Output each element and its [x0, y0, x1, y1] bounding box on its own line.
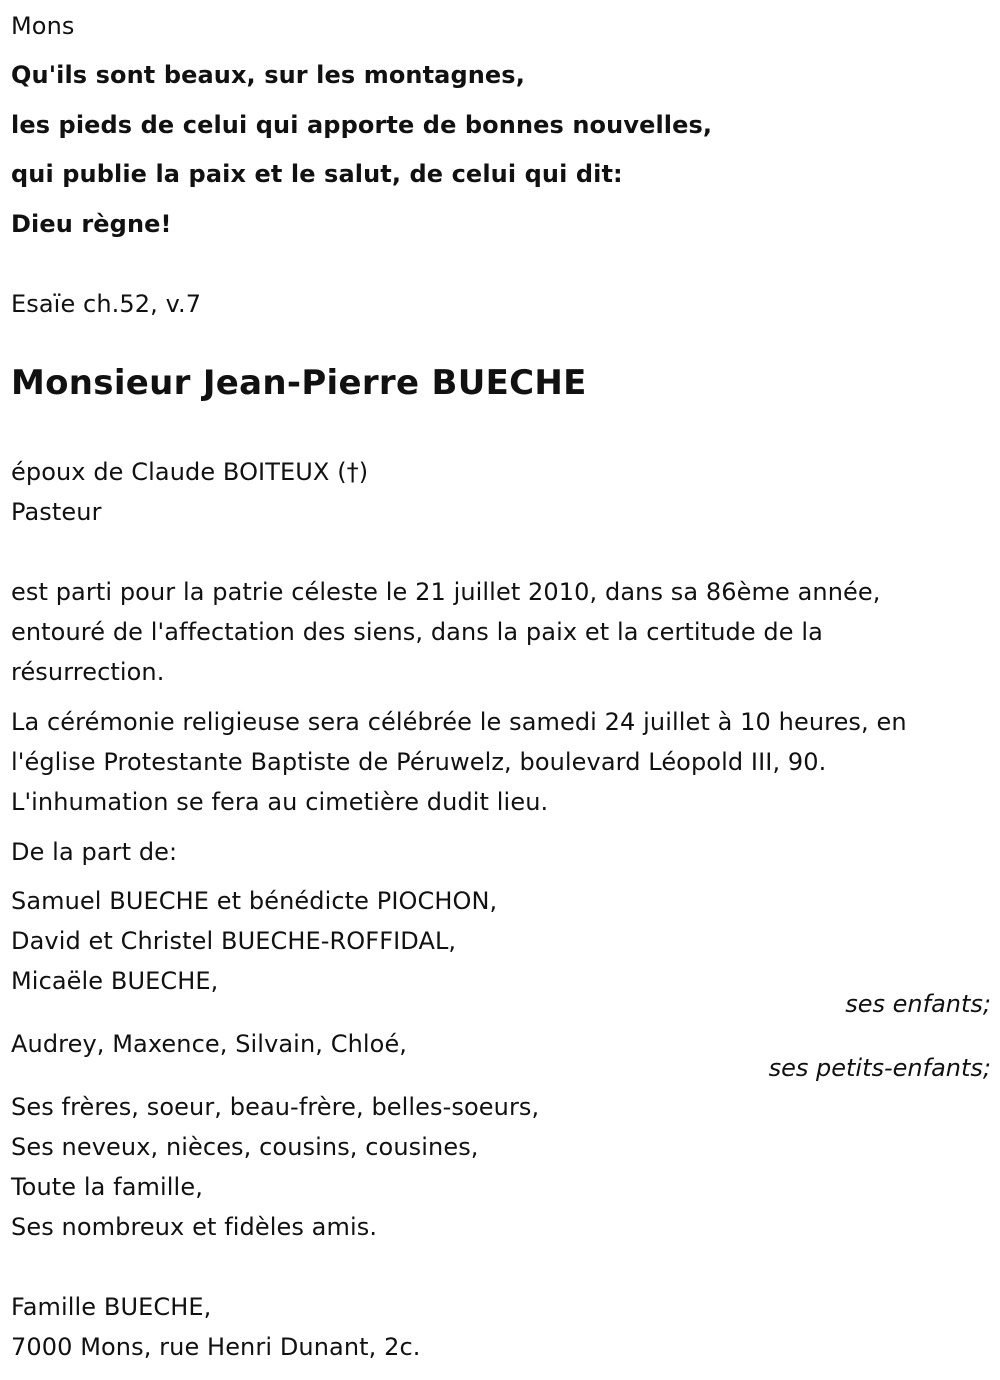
- location: Mons: [11, 12, 75, 40]
- announcement-line-1: est parti pour la patrie céleste le 21 juillet 2010, dans sa 86ème année,: [11, 578, 881, 606]
- announcement-line-3: résurrection.: [11, 658, 165, 686]
- spouse-line: époux de Claude BOITEUX (†): [11, 458, 369, 486]
- verse-line-2: les pieds de celui qui apporte de bonnes nouvelles,: [11, 111, 713, 139]
- verse-line-1: Qu'ils sont beaux, sur les montagnes,: [11, 61, 525, 89]
- ceremony-line-2: l'église Protestante Baptiste de Péruwelz, boulevard Léopold III, 90.: [11, 748, 827, 776]
- verse-reference: Esaïe ch.52, v.7: [11, 290, 202, 318]
- announcement-line-2: entouré de l'affectation des siens, dans la paix et la certitude de la: [11, 618, 823, 646]
- from-label: De la part de:: [11, 838, 178, 866]
- ceremony-line-1: La cérémonie religieuse sera célébrée le samedi 24 juillet à 10 heures, en: [11, 708, 907, 736]
- occupation: Pasteur: [11, 498, 102, 526]
- relatives-line-1: Ses frères, soeur, beau-frère, belles-soeurs,: [11, 1093, 540, 1121]
- grandchildren: Audrey, Maxence, Silvain, Chloé,: [11, 1030, 408, 1058]
- child-1: Samuel BUECHE et bénédicte PIOCHON,: [11, 887, 498, 915]
- ceremony-line-3: L'inhumation se fera au cimetière dudit lieu.: [11, 788, 549, 816]
- child-3: Micaële BUECHE,: [11, 967, 219, 995]
- verse-line-3: qui publie la paix et le salut, de celui qui dit:: [11, 160, 623, 188]
- child-2: David et Christel BUECHE-ROFFIDAL,: [11, 927, 457, 955]
- family-contact-line-1: Famille BUECHE,: [11, 1293, 212, 1321]
- verse-line-4: Dieu règne!: [11, 210, 172, 238]
- grandchildren-label: ses petits-enfants;: [768, 1054, 991, 1082]
- relatives-line-2: Ses neveux, nièces, cousins, cousines,: [11, 1133, 479, 1161]
- family-contact-line-2: 7000 Mons, rue Henri Dunant, 2c.: [11, 1333, 421, 1361]
- relatives-line-4: Ses nombreux et fidèles amis.: [11, 1213, 378, 1241]
- deceased-name: Monsieur Jean-Pierre BUECHE: [11, 363, 587, 403]
- relatives-line-3: Toute la famille,: [11, 1173, 203, 1201]
- children-label: ses enfants;: [845, 990, 991, 1018]
